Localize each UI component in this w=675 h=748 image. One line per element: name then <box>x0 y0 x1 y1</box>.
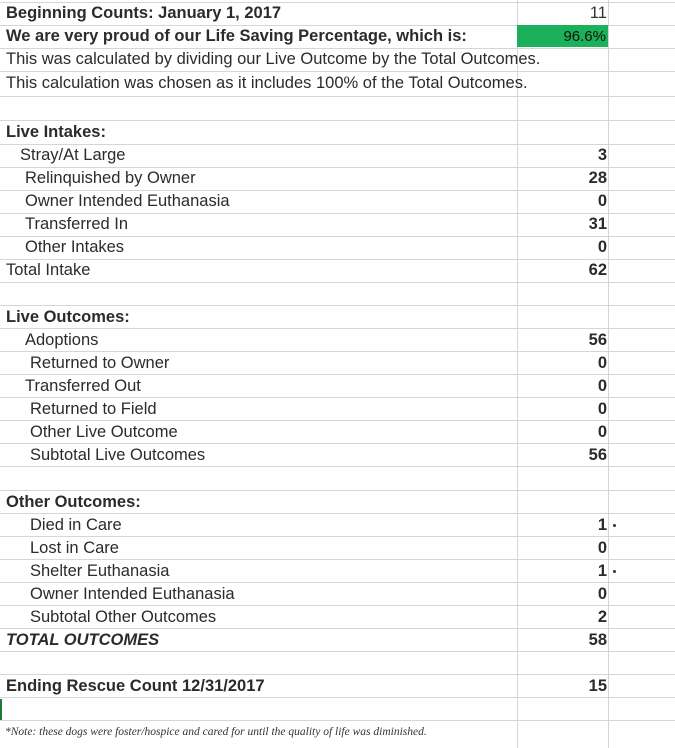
other-outcome-value: 2 <box>597 608 607 626</box>
table-row[interactable] <box>0 375 675 398</box>
other-outcome-label: Shelter Euthanasia <box>30 562 170 580</box>
outcome-value: 0 <box>597 400 607 418</box>
life-saving-percentage: 96.6% <box>563 28 606 45</box>
beginning-counts-label: Beginning Counts: January 1, 2017 <box>6 4 282 22</box>
other-outcome-label: Subtotal Other Outcomes <box>30 608 217 626</box>
beginning-counts-value: 11 <box>589 4 607 22</box>
table-row[interactable] <box>0 167 675 190</box>
intake-label: Stray/At Large <box>20 146 126 164</box>
row-divider <box>0 96 675 97</box>
row-total-outcomes[interactable] <box>0 629 675 652</box>
row-divider <box>0 720 675 721</box>
outcome-label: Adoptions <box>25 331 99 349</box>
other-outcome-label: Died in Care <box>30 516 122 534</box>
other-outcome-value: 0 <box>597 539 607 557</box>
calc-note-line2: This calculation was chosen as it includes 100% of the Total Outcomes. <box>6 74 528 92</box>
live-outcomes-title: Live Outcomes: <box>6 308 130 326</box>
outcome-value: 0 <box>597 377 607 395</box>
other-outcome-value: 1 <box>597 516 607 534</box>
table-row[interactable] <box>0 398 675 421</box>
total-intake-value: 62 <box>588 261 607 279</box>
outcome-value: 56 <box>588 446 607 464</box>
row-calc-line2[interactable] <box>0 72 675 95</box>
row-beginning-counts[interactable] <box>0 2 675 25</box>
table-row[interactable] <box>0 236 675 259</box>
other-outcome-value: 0 <box>597 585 607 603</box>
row-live-intakes-title[interactable] <box>0 121 675 144</box>
calc-note-line1: This was calculated by dividing our Live Outcome by the Total Outcomes. <box>6 50 541 68</box>
table-row[interactable] <box>0 560 675 583</box>
active-cell-indicator <box>0 699 2 720</box>
table-row[interactable] <box>0 352 675 375</box>
intake-value: 0 <box>597 238 607 256</box>
row-other-outcomes-title[interactable] <box>0 491 675 514</box>
outcome-label: Returned to Owner <box>30 354 170 372</box>
life-saving-label: We are very proud of our Life Saving Percentage, which is: <box>6 27 467 45</box>
other-outcome-value: 1 <box>597 562 607 580</box>
live-intakes-title: Live Intakes: <box>6 123 106 141</box>
total-outcomes-label: TOTAL OUTCOMES <box>6 631 160 649</box>
footnote: *Note: these dogs were foster/hospice and cared for until the quality of life was diminished. <box>5 726 427 738</box>
outcome-label: Transferred Out <box>25 377 141 395</box>
table-row[interactable] <box>0 583 675 606</box>
intake-label: Transferred In <box>25 215 129 233</box>
table-row[interactable] <box>0 421 675 444</box>
outcome-label: Subtotal Live Outcomes <box>30 446 206 464</box>
row-calc-line1[interactable] <box>0 48 675 71</box>
table-row[interactable] <box>0 144 675 167</box>
row-total-intake[interactable] <box>0 259 675 282</box>
row-ending-count[interactable] <box>0 675 675 698</box>
table-row[interactable] <box>0 329 675 352</box>
total-outcomes-value: 58 <box>588 631 607 649</box>
intake-value: 31 <box>588 215 607 233</box>
ending-count-label: Ending Rescue Count 12/31/2017 <box>6 677 265 695</box>
outcome-value: 56 <box>588 331 607 349</box>
outcome-value: 0 <box>597 354 607 372</box>
table-row[interactable] <box>0 606 675 629</box>
row-live-outcomes-title[interactable] <box>0 306 675 329</box>
other-outcomes-title: Other Outcomes: <box>6 493 141 511</box>
outcome-label: Other Live Outcome <box>30 423 178 441</box>
table-row[interactable] <box>0 190 675 213</box>
ending-count-value: 15 <box>588 677 607 695</box>
other-outcome-label: Lost in Care <box>30 539 119 557</box>
outcome-label: Returned to Field <box>30 400 157 418</box>
footnote-marker <box>613 524 616 527</box>
table-row[interactable] <box>0 444 675 467</box>
intake-value: 28 <box>588 169 607 187</box>
outcome-value: 0 <box>597 423 607 441</box>
table-row[interactable] <box>0 213 675 236</box>
row-life-saving[interactable] <box>0 25 675 48</box>
intake-label: Owner Intended Euthanasia <box>25 192 230 210</box>
row-divider <box>0 282 675 283</box>
table-row[interactable] <box>0 514 675 537</box>
total-intake-label: Total Intake <box>6 261 91 279</box>
intake-label: Relinquished by Owner <box>25 169 196 187</box>
table-row[interactable] <box>0 537 675 560</box>
intake-label: Other Intakes <box>25 238 125 256</box>
footnote-marker <box>613 570 616 573</box>
intake-value: 3 <box>597 146 607 164</box>
other-outcome-label: Owner Intended Euthanasia <box>30 585 235 603</box>
intake-value: 0 <box>597 192 607 210</box>
